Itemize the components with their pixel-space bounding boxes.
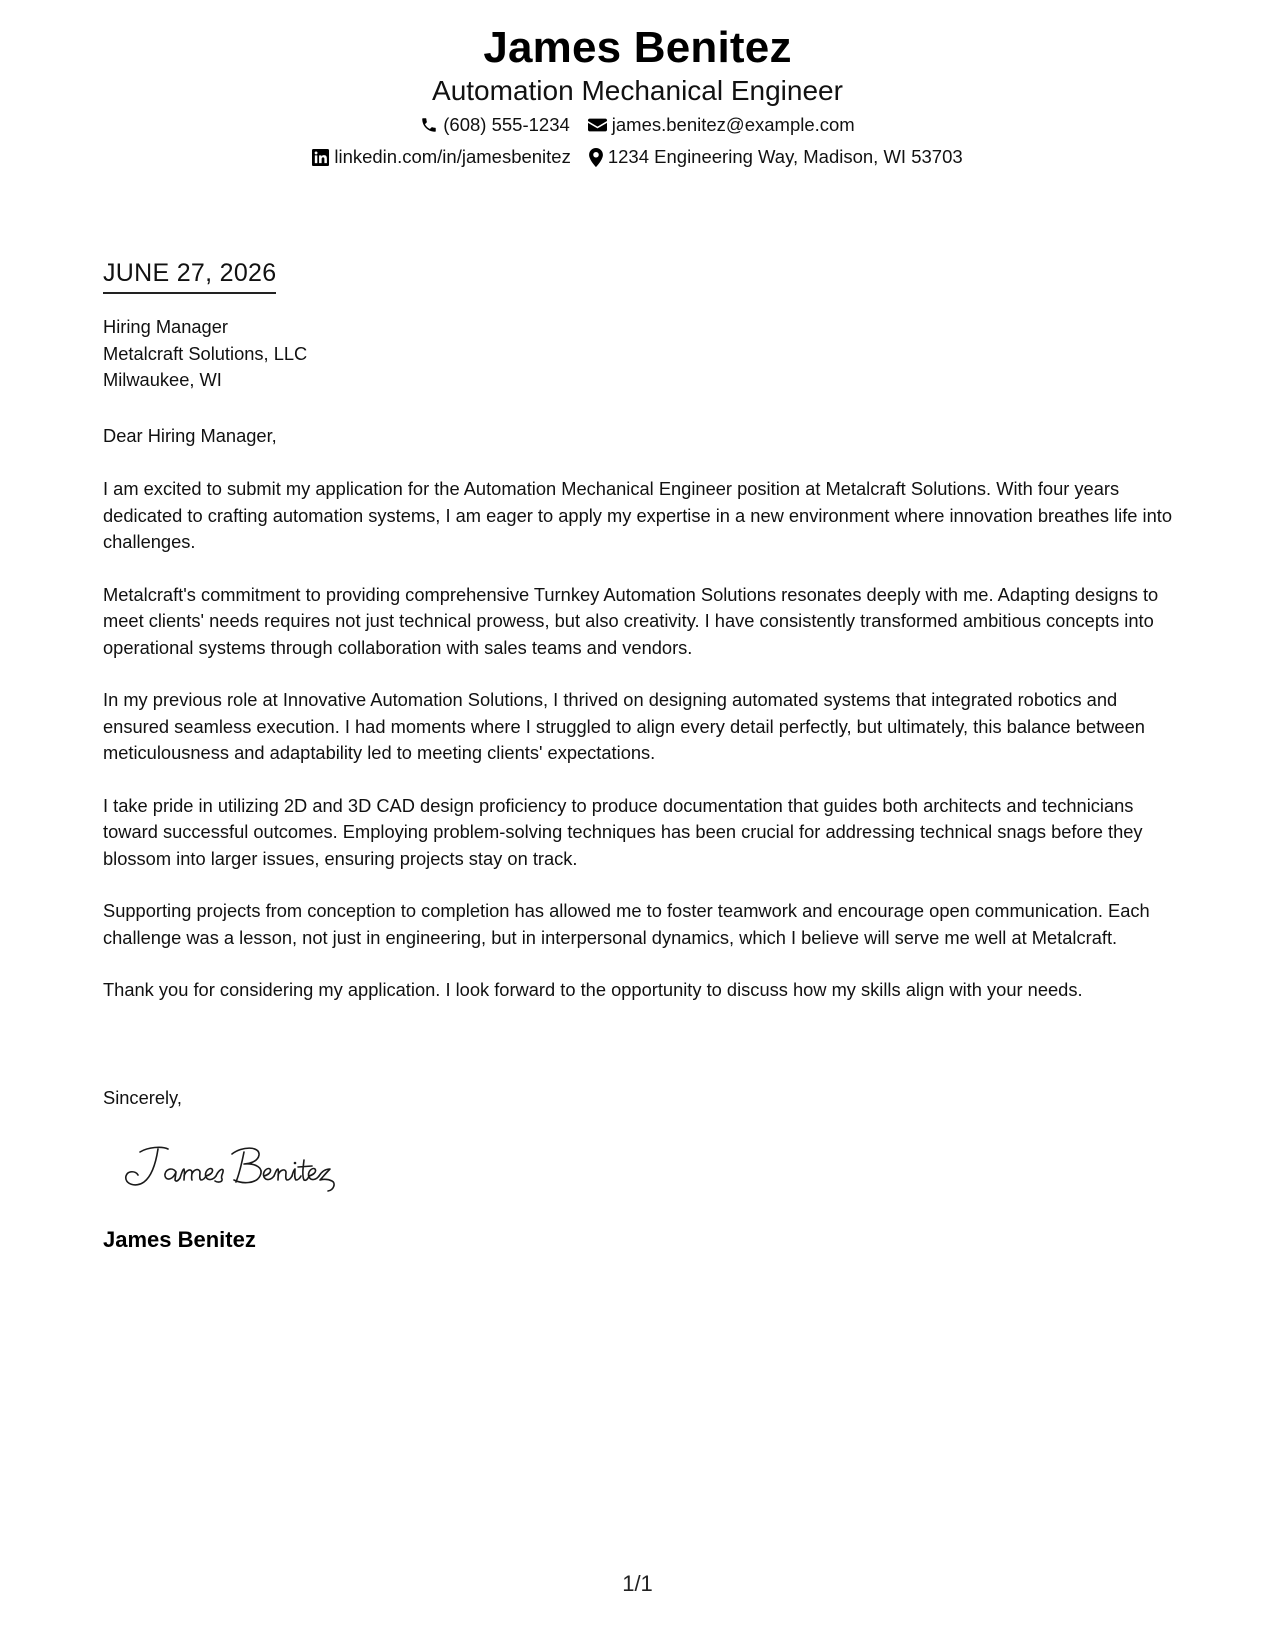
contact-address	[589, 145, 963, 169]
phone-text: (608) 555-1234	[443, 114, 570, 135]
email-text[interactable]: james.benitez@example.com	[611, 114, 855, 135]
body-paragraph: In my previous role at Innovative Automation Solutions, I thrived on designing automated systems that integrated robotics and ensured seamless execution. I had moments where I struggled to align every detail perfectly, but ultimately, this balance between meticulousness and adaptability led to meeting clients' expectations.	[103, 689, 1145, 763]
body-paragraph: I am excited to submit my application for the Automation Mechanical Engineer position at Metalcraft Solutions. With four years dedicated to crafting automation systems, I am eager to apply my expertise in a new environment where innovation breathes life into challenges.	[103, 478, 1173, 552]
applicant-name: James Benitez	[483, 23, 792, 72]
contact-email[interactable]	[588, 113, 855, 137]
contact-row-secondary	[0, 145, 1275, 169]
body-paragraph: I take pride in utilizing 2D and 3D CAD design proficiency to produce documentation that guides both architects and technicians toward successful outcomes. Employing problem-solving techniques has been crucial for addressing technical snags before they blossom into larger issues, ensuring projects stay on track.	[103, 794, 1143, 869]
linkedin-icon	[312, 149, 329, 166]
phone-icon	[420, 116, 438, 134]
signer-name: James Benitez	[103, 1227, 256, 1252]
contact-row-primary	[0, 113, 1275, 137]
recipient-location: Milwaukee, WI	[103, 369, 222, 390]
handwritten-signature	[118, 1138, 348, 1198]
letter-date: JUNE 27, 2026	[103, 256, 276, 294]
body-paragraph: Thank you for considering my application. I look forward to the opportunity to discuss how my skills align with your needs.	[103, 979, 1083, 1000]
body-paragraph: Metalcraft's commitment to providing comprehensive Turnkey Automation Solutions resonates deeply with me. Adapting designs to meet clients' needs requires not just technical prowess, but also creativity. I have consistently transformed ambitious concepts into operational systems through collaboration with sales teams and vendors.	[103, 583, 1159, 658]
letter-header	[0, 22, 1275, 169]
envelope-icon	[588, 117, 607, 133]
recipient-company: Metalcraft Solutions, LLC	[103, 342, 308, 364]
contact-linkedin[interactable]	[312, 145, 571, 169]
contact-phone	[420, 113, 570, 137]
recipient-line: Hiring Manager	[103, 316, 228, 337]
closing: Sincerely,	[103, 1087, 182, 1108]
map-marker-icon	[589, 148, 603, 167]
address-text: 1234 Engineering Way, Madison, WI 53703	[607, 146, 963, 167]
letter-body	[103, 476, 1183, 1030]
letter-date-block	[103, 256, 1183, 294]
page-number: 1/1	[622, 1571, 653, 1596]
salutation: Dear Hiring Manager,	[103, 425, 277, 446]
linkedin-text[interactable]: linkedin.com/in/jamesbenitez	[334, 146, 571, 167]
recipient-block	[103, 314, 1183, 394]
body-paragraph: Supporting projects from conception to completion has allowed me to foster teamwork and encourage open communication. Each challenge was a lesson, not just in engineering, but in interpersonal dynamics, which I believe will serve me well at Metalcraft.	[103, 900, 1150, 948]
applicant-title: Automation Mechanical Engineer	[432, 75, 843, 106]
